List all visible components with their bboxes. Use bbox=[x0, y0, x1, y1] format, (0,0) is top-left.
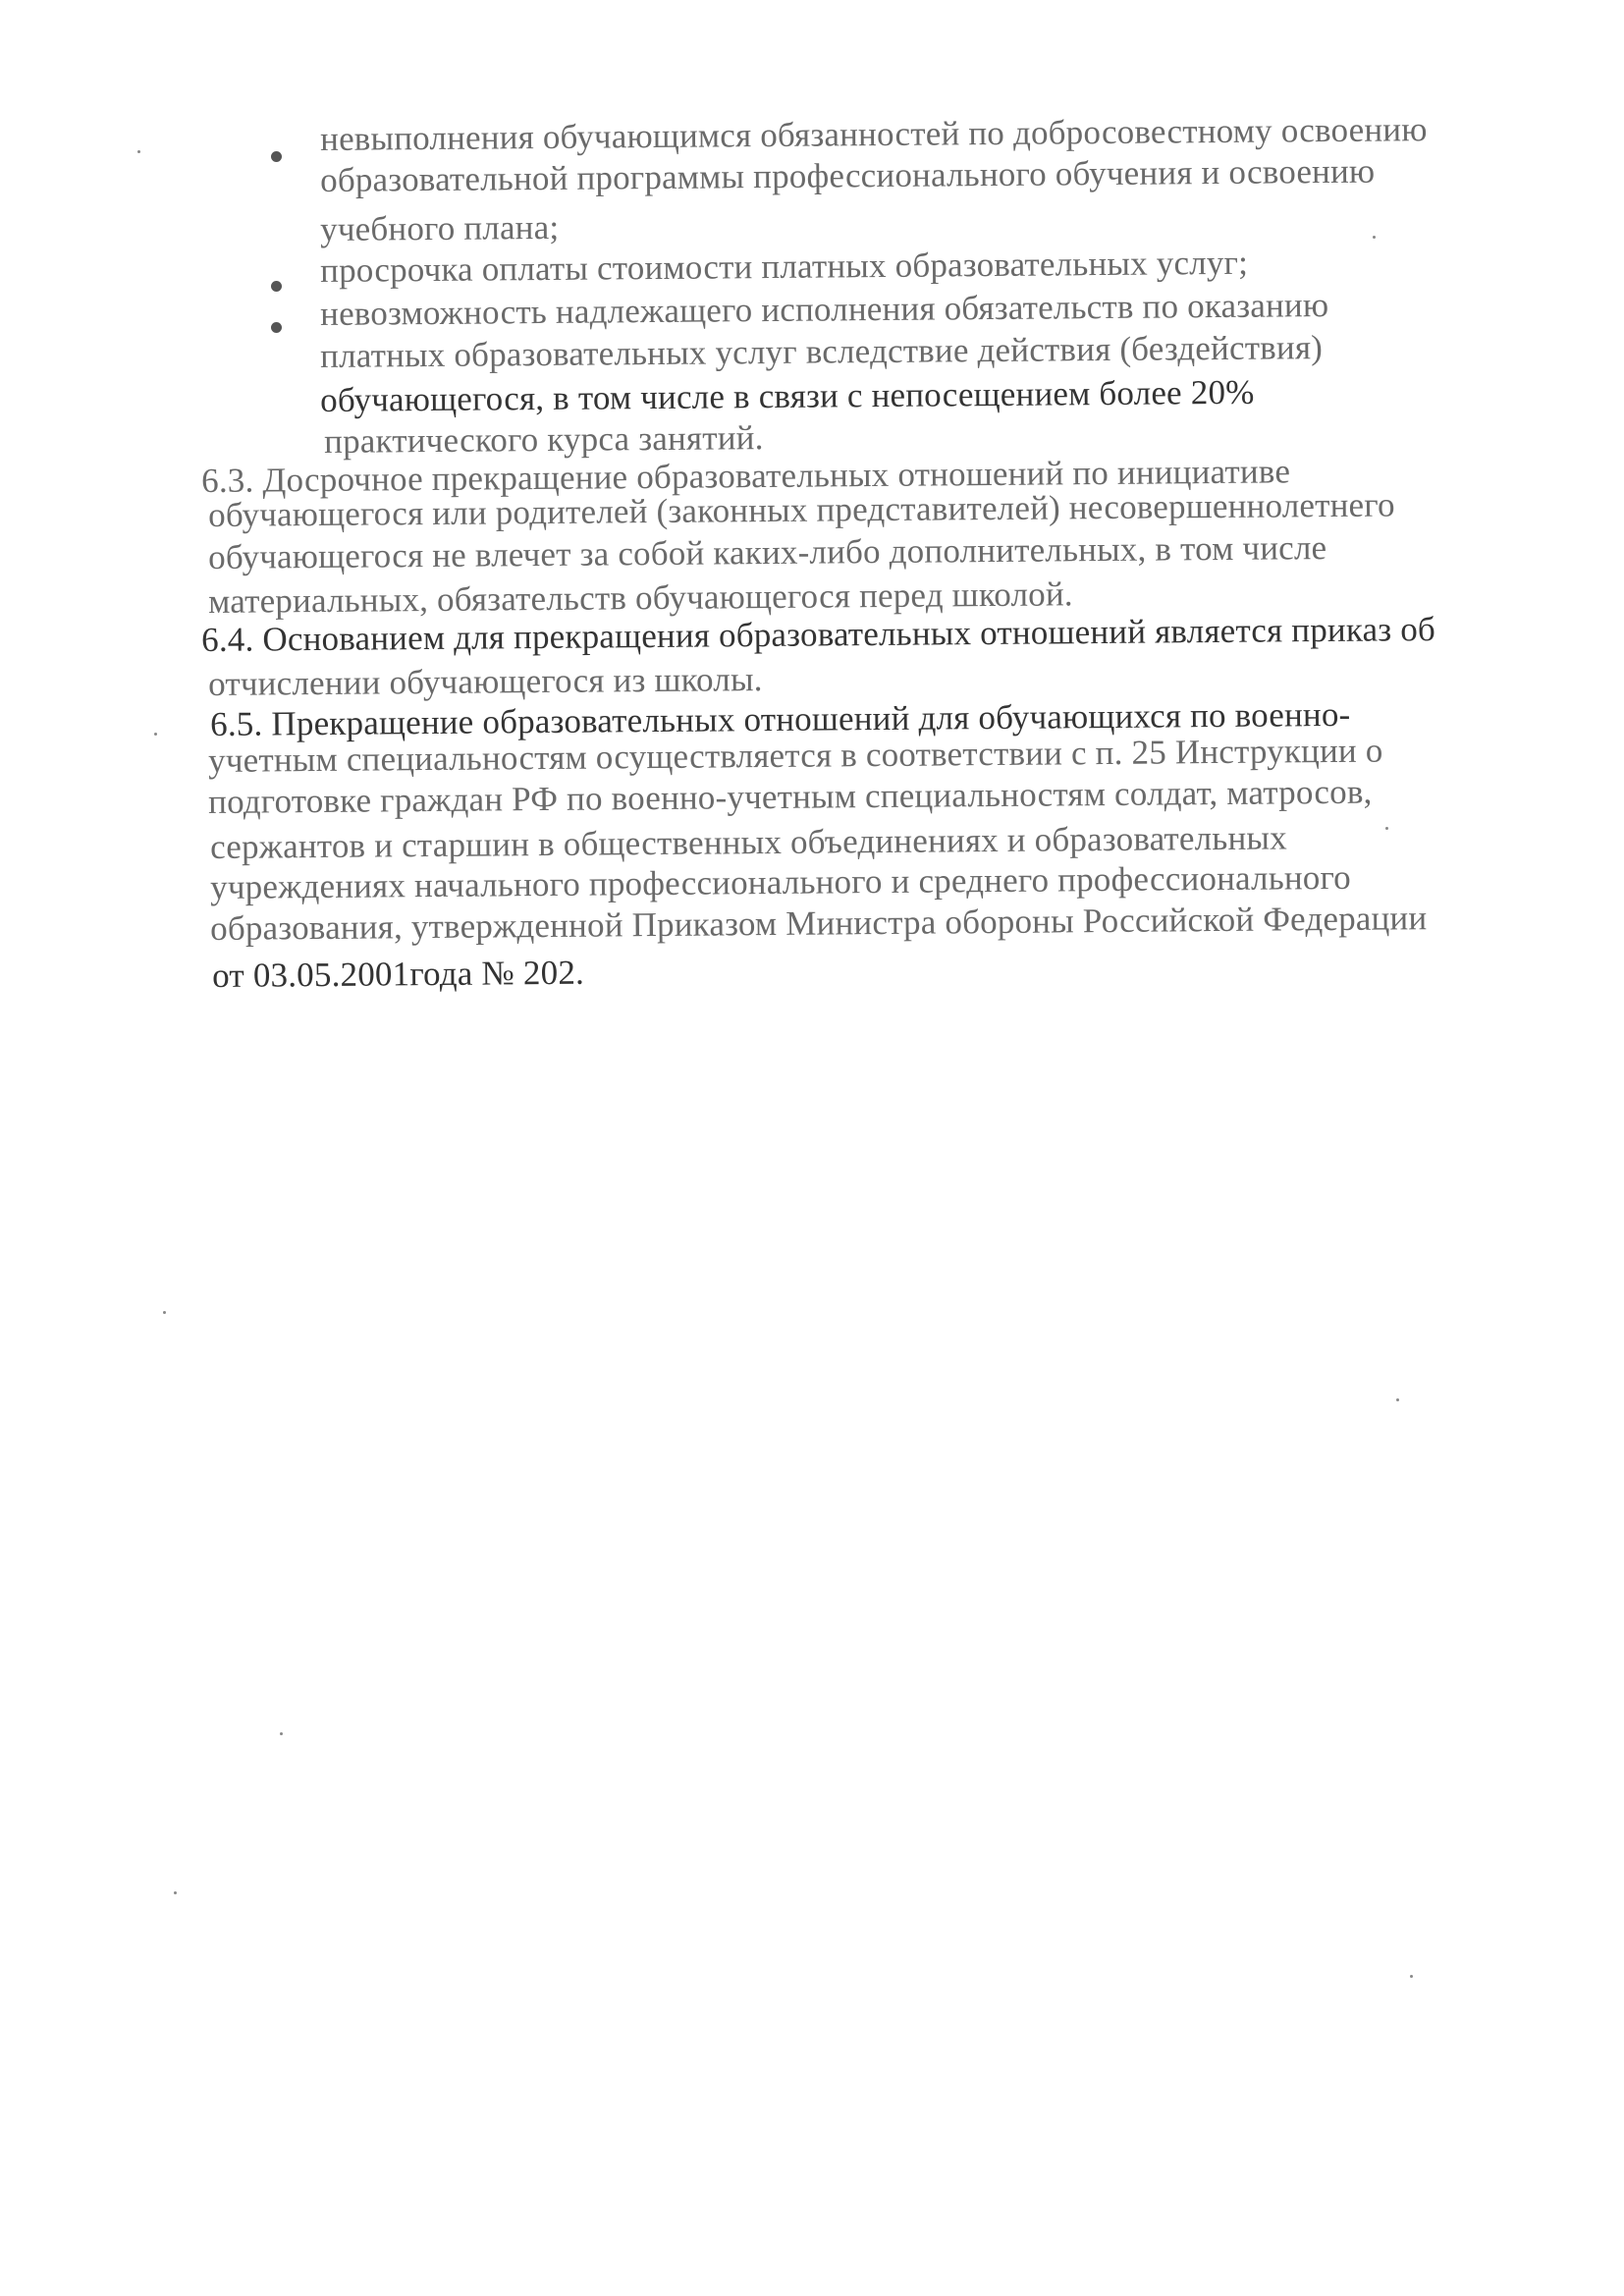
paragraph-6-5-line-5: учреждениях начального профессионального и среднего профессионального bbox=[210, 857, 1352, 906]
scan-speck bbox=[174, 1891, 177, 1894]
scan-speck bbox=[1385, 827, 1388, 830]
paragraph-6-5-line-4: сержантов и старшин в общественных объединениях и образовательных bbox=[210, 818, 1288, 866]
bullet-3-line-4: практического курса занятий. bbox=[324, 418, 764, 461]
bullet-2-line-1: просрочка оплаты стоимости платных образовательных услуг; bbox=[320, 243, 1249, 290]
scan-speck bbox=[1396, 1398, 1399, 1401]
scan-speck bbox=[280, 1732, 283, 1735]
paragraph-6-5-line-1: 6.5. Прекращение образовательных отношений для обучающихся по военно- bbox=[210, 694, 1351, 743]
bullet-1-line-1: невыполнения обучающимся обязанностей по добросовестному освоению bbox=[320, 110, 1428, 158]
bullet-3-line-2: платных образовательных услуг вследствие действия (бездействия) bbox=[320, 328, 1324, 375]
scan-speck bbox=[137, 150, 140, 153]
bullet-1-line-3: учебного плана; bbox=[320, 207, 560, 248]
paragraph-6-5-line-6: образования, утвержденной Приказом Министра обороны Российской Федерации bbox=[210, 899, 1428, 948]
scan-speck bbox=[163, 1311, 166, 1314]
scan-speck bbox=[1410, 1975, 1413, 1978]
paragraph-6-3-line-3: обучающегося не влечет за собой каких-либо дополнительных, в том числе bbox=[208, 528, 1327, 576]
paragraph-6-5-line-2: учетным специальностям осуществляется в соответствии с п. 25 Инструкции о bbox=[208, 731, 1383, 780]
scan-speck bbox=[154, 733, 157, 736]
paragraph-6-3-line-1: 6.3. Досрочное прекращение образовательных отношений по инициативе bbox=[201, 452, 1291, 500]
paragraph-6-4-line-2: отчислении обучающегося из школы. bbox=[208, 660, 763, 703]
paragraph-6-3-line-2: обучающегося или родителей (законных представителей) несовершеннолетнего bbox=[208, 485, 1395, 534]
paragraph-6-5-line-7: от 03.05.2001года № 202. bbox=[212, 953, 585, 995]
bullet-1-line-2: образовательной программы профессионального обучения и освоению bbox=[320, 151, 1376, 199]
bullet-3-line-1: невозможность надлежащего исполнения обязательств по оказанию bbox=[320, 286, 1329, 333]
bullet-3-line-3: обучающегося, в том числе в связи с непосещением более 20% bbox=[320, 372, 1255, 419]
paragraph-6-4-line-1: 6.4. Основанием для прекращения образовательных отношений является приказ об bbox=[201, 610, 1436, 659]
bullet-marker-1 bbox=[271, 151, 282, 162]
scan-speck bbox=[1373, 236, 1376, 239]
bullet-marker-3 bbox=[271, 322, 282, 333]
paragraph-6-5-line-3: подготовке граждан РФ по военно-учетным специальностям солдат, матросов, bbox=[208, 772, 1373, 821]
paragraph-6-3-line-4: материальных, обязательств обучающегося перед школой. bbox=[208, 574, 1073, 621]
bullet-marker-2 bbox=[271, 281, 282, 292]
